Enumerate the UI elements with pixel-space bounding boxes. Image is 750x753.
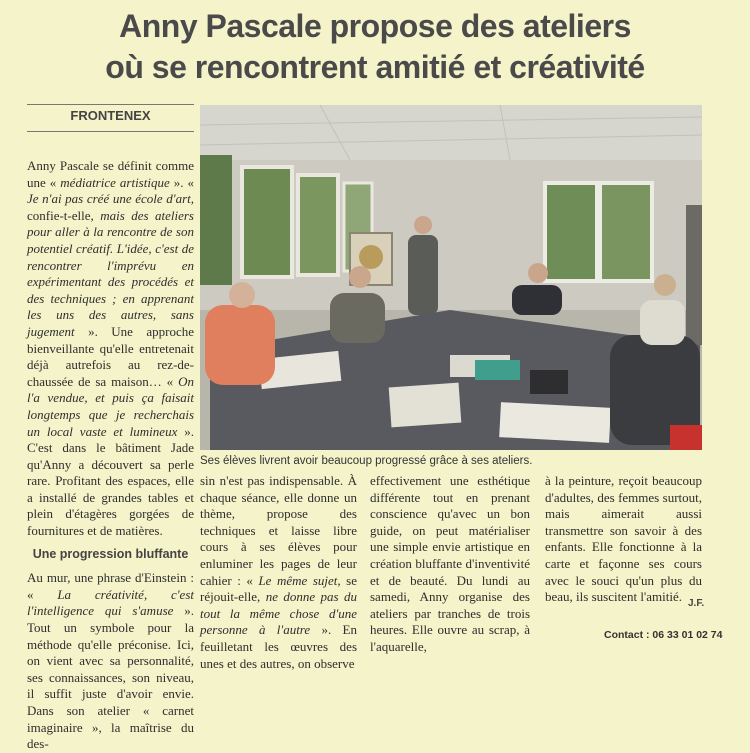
text-span: Au mur, une phrase d'Einstein : « — [27, 570, 194, 602]
quote-span: On l'a vendue, et puis ça faisait longtemps que je recherchais un local vaste et lumineux — [27, 373, 194, 439]
text-span: confie-t-elle, — [27, 207, 101, 223]
quote-span: ne donne pas du tout la même chose d'une personne à l'autre — [200, 589, 357, 638]
quote-span: Le même sujet — [258, 572, 338, 588]
divider-top — [27, 104, 194, 105]
text-span: sin n'est pas indispensable. À chaque séance, elle donne un thème, propose des techniques et laisse libre cours à ses élèves pour enluminer les pages de leur cahier : « — [200, 473, 357, 588]
text-span: ». Tout un symbole pour la méthode qu'elle préconise. Ici, on vient avec sa personnalité, ses connaissances, son niveau, il suffit juste d'avoir envie. Dans son atelier « carnet imaginaire », la maîtrise du des- — [27, 603, 195, 752]
text-span: ». En feuilletant les œuvres des unes et des autres, on observe — [200, 622, 357, 671]
divider-bottom — [27, 131, 194, 132]
paragraph-col2 — [200, 473, 357, 672]
article-column-4 — [545, 473, 702, 606]
article-photo — [200, 105, 702, 450]
headline-line-2: où se rencontrent amitié et créativité — [105, 49, 645, 85]
paragraph-col4: à la peinture, reçoit beaucoup d'adultes, des femmes surtout, mais aimerait aussi transmettre son savoir à des enfants. Elle fonctionne à la carte et façonne ses cours avec le souci qu'un plus du beau, ils suscitent l'amitié. — [545, 473, 702, 605]
photo-caption: Ses élèves livrent avoir beaucoup progressé grâce à ses ateliers. — [200, 455, 533, 467]
paragraph-intro — [27, 158, 194, 540]
headline-line-1: Anny Pascale propose des ateliers — [119, 8, 631, 44]
text-span: ». Une approche bienveillante qu'elle entretenait déjà autrefois au rez-de-chaussée de sa maison… « — [27, 323, 194, 389]
paragraph-col3: effectivement une esthétique différente tout en prenant conscience qu'avec un bon guide, on peut matérialiser une simple envie artistique en création bluffante d'inventivité et de beauté. Du lundi au samedi, Anny organise des ateliers par tranches de trois heures. Elle ouvre au scrap, à l'aquarelle, — [370, 473, 530, 654]
text-span: , se réjouit-elle, — [200, 572, 357, 605]
text-span: Anny Pascale se définit comme une « — [27, 158, 194, 190]
text-span: ». C'est dans le bâtiment Jade qu'Anny a découvert sa perle rare. Profitant des espaces, elle a installé de grandes tables et plein d'étagères gorgées de fournitures et de matières. — [27, 423, 194, 539]
paragraph-einstein — [27, 570, 194, 753]
quote-span: mais des ateliers pour aller à la rencontre de son potentiel créatif. L'idée, c'est de rencontrer l'imprévu en expérimentant des procédés et des techniques ; en apprenant les uns des autres, sans jugement — [27, 207, 194, 339]
quote-span: La créativité, c'est l'intelligence qui s'amuse — [27, 586, 194, 619]
text-span: ». « — [169, 174, 194, 190]
quote-span: Je n'ai pas créé une école d'art, — [27, 191, 194, 207]
subheading: Une progression bluffante — [32, 546, 189, 561]
quote-span: médiatrice artistique — [60, 174, 170, 190]
location-label: FRONTENEX — [70, 108, 151, 123]
headline — [0, 6, 750, 88]
author-signature: J.F. — [688, 598, 705, 609]
contact-line: Contact : 06 33 01 02 74 — [604, 629, 723, 641]
article-column-3 — [370, 473, 530, 656]
article-column-1 — [27, 158, 194, 753]
article-column-2 — [200, 473, 357, 672]
